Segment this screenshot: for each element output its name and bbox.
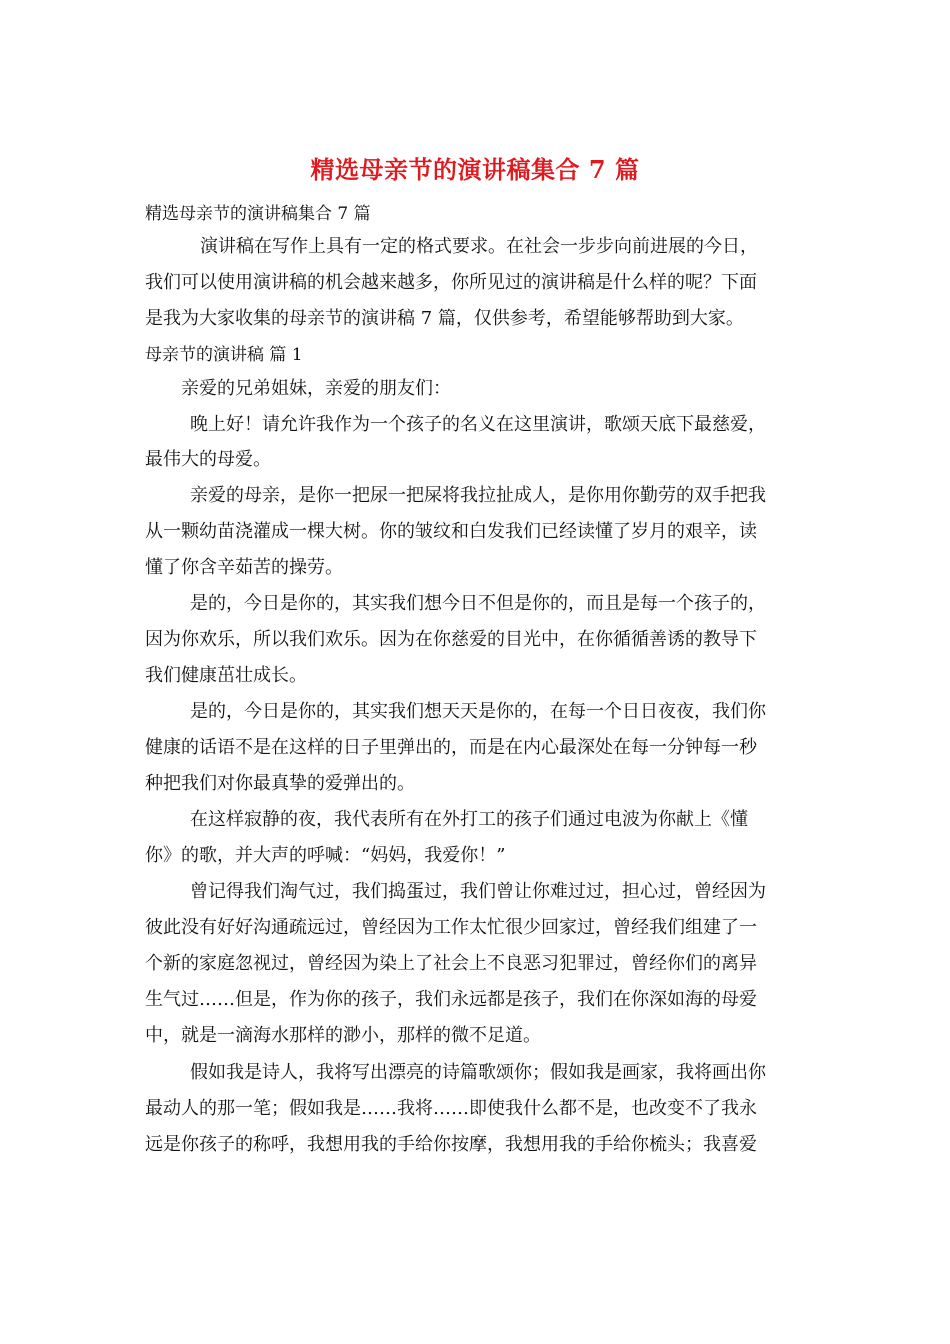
paragraph-line: 曾记得我们淘气过，我们捣蛋过，我们曾让你难过过，担心过，曾经因为 [190,881,766,902]
paragraph-line: 你》的歌，并大声的呼喊：“妈妈，我爱你！” [145,845,506,866]
paragraph-line: 最动人的那一笔；假如我是……我将……即使我什么都不是，也改变不了我永 [145,1098,757,1119]
paragraph-line: 我们健康茁壮成长。 [145,665,307,686]
paragraph-line: 个新的家庭忽视过，曾经因为染上了社会上不良恶习犯罪过，曾经你们的离异 [145,953,757,974]
paragraph-line: 健康的话语不是在这样的日子里弹出的，而是在内心最深处在每一分钟每一秒 [145,737,757,758]
paragraph-line: 我们可以使用演讲稿的机会越来越多，你所见过的演讲稿是什么样的呢？下面 [145,272,757,293]
subtitle-line: 精选母亲节的演讲稿集合 7 篇 [145,204,371,224]
paragraph-line: 懂了你含辛茹苦的操劳。 [145,557,343,578]
paragraph-line: 最伟大的母爱。 [145,449,271,470]
paragraph-line: 生气过……但是，作为你的孩子，我们永远都是孩子，我们在你深如海的母爱 [145,989,757,1010]
paragraph-line: 假如我是诗人，我将写出漂亮的诗篇歌颂你；假如我是画家，我将画出你 [190,1062,766,1083]
paragraph-line: 演讲稿在写作上具有一定的格式要求。在社会一步步向前进展的今日， [200,236,758,257]
section-heading: 母亲节的演讲稿 篇 1 [145,345,303,365]
paragraph-line: 因为你欢乐，所以我们欢乐。因为在你慈爱的目光中，在你循循善诱的教导下 [145,629,757,650]
paragraph-line: 种把我们对你最真挚的爱弹出的。 [145,773,415,794]
paragraph-line: 是的，今日是你的，其实我们想天天是你的，在每一个日日夜夜，我们你 [190,701,766,722]
paragraph-line: 远是你孩子的称呼，我想用我的手给你按摩，我想用我的手给你梳头；我喜爱 [145,1134,757,1155]
paragraph-line: 亲爱的兄弟姐妹，亲爱的朋友们： [181,378,451,399]
paragraph-line: 晚上好！请允许我作为一个孩子的名义在这里演讲，歌颂天底下最慈爱， [190,414,766,435]
paragraph-line: 彼此没有好好沟通疏远过，曾经因为工作太忙很少回家过，曾经我们组建了一 [145,917,757,938]
page-title: 精选母亲节的演讲稿集合 7 篇 [310,155,640,184]
paragraph-line: 是我为大家收集的母亲节的演讲稿 7 篇，仅供参考，希望能够帮助到大家。 [145,308,744,329]
paragraph-line: 中，就是一滴海水那样的渺小，那样的微不足道。 [145,1025,541,1046]
paragraph-line: 从一颗幼苗浇灌成一棵大树。你的皱纹和白发我们已经读懂了岁月的艰辛，读 [145,521,757,542]
paragraph-line: 在这样寂静的夜，我代表所有在外打工的孩子们通过电波为你献上《懂 [190,809,748,830]
paragraph-line: 是的，今日是你的，其实我们想今日不但是你的，而且是每一个孩子的， [190,593,766,614]
paragraph-line: 亲爱的母亲，是你一把尿一把屎将我拉扯成人，是你用你勤劳的双手把我 [190,485,766,506]
